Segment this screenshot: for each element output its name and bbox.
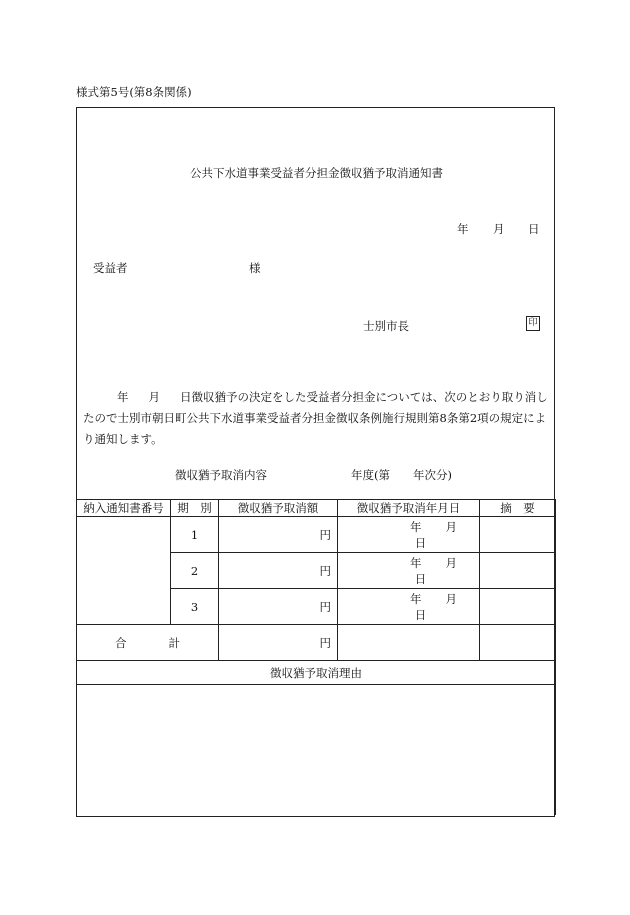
period-cell: 2: [171, 553, 219, 589]
table-header-row: [77, 500, 556, 517]
document-title: 公共下水道事業受益者分担金徴収猶予取消通知書: [190, 166, 443, 180]
fiscal-year-label: 年度(第 年次分): [351, 468, 452, 482]
cell-year-label: 年: [410, 519, 422, 534]
cell-month-label: 月: [445, 555, 457, 570]
amount-unit: 円: [319, 599, 331, 614]
remarks-cell[interactable]: [480, 517, 556, 553]
cell-day-label: 日: [414, 571, 427, 586]
reason-field[interactable]: [77, 685, 556, 816]
form-label: 様式第5号(第8条関係): [76, 85, 192, 99]
header-cancel-date: 徴収猶予取消年月日: [338, 500, 480, 517]
cell-month-label: 月: [445, 591, 457, 606]
remarks-cell[interactable]: [480, 553, 556, 589]
header-cancel-amount: 徴収猶予取消額: [219, 500, 338, 517]
total-label-a: 合: [115, 635, 127, 650]
reason-body-row: [77, 685, 556, 816]
notice-number-cell[interactable]: [77, 517, 171, 625]
header-remarks: 摘 要: [480, 500, 556, 517]
recipient-label: 受益者: [93, 261, 128, 275]
table-row: [77, 517, 556, 553]
notice-frame: [76, 107, 555, 817]
header-notice-number: 納入通知書番号: [77, 500, 171, 517]
date-day-label: 日: [528, 222, 540, 236]
total-date-cell: [338, 625, 480, 661]
notice-body: [83, 387, 551, 450]
period-cell: 1: [171, 517, 219, 553]
amount-cell[interactable]: [219, 553, 338, 589]
body-year-label: 年: [117, 390, 129, 404]
date-year-label: 年: [457, 222, 469, 236]
header-period: 期 別: [171, 500, 219, 517]
mayor-label: 士別市長: [363, 319, 409, 333]
seal-mark: 印: [526, 316, 540, 331]
body-text: 日徴収猶予の決定をした受益者分担金については、次のとおり取り消したので士別市朝日町公共下水道事業受益者分担金徴収条例施行規則第8条第2項の規定により通知します。: [83, 390, 548, 446]
cell-year-label: 年: [410, 591, 422, 606]
amount-cell[interactable]: [219, 517, 338, 553]
amount-unit: 円: [319, 635, 331, 650]
body-month-label: 月: [148, 390, 160, 404]
recipient-honorific: 様: [249, 261, 261, 275]
period-cell: 3: [171, 589, 219, 625]
date-cell[interactable]: [338, 553, 480, 589]
cell-day-label: 日: [414, 535, 427, 550]
amount-cell[interactable]: [219, 589, 338, 625]
remarks-cell[interactable]: [480, 589, 556, 625]
cancellation-table: [76, 499, 556, 815]
reason-header-row: [77, 661, 556, 685]
date-cell[interactable]: [338, 589, 480, 625]
date-month-label: 月: [493, 222, 505, 236]
content-title: 徴収猶予取消内容: [175, 468, 267, 482]
reason-header: 徴収猶予取消理由: [77, 661, 556, 685]
cell-year-label: 年: [410, 555, 422, 570]
date-cell[interactable]: [338, 517, 480, 553]
total-row: [77, 625, 556, 661]
total-remarks-cell: [480, 625, 556, 661]
cell-day-label: 日: [414, 607, 427, 622]
amount-unit: 円: [319, 527, 331, 542]
total-amount-cell[interactable]: [219, 625, 338, 661]
total-label-cell: [77, 625, 219, 661]
total-label-b: 計: [168, 635, 180, 650]
cell-month-label: 月: [445, 519, 457, 534]
amount-unit: 円: [319, 563, 331, 578]
